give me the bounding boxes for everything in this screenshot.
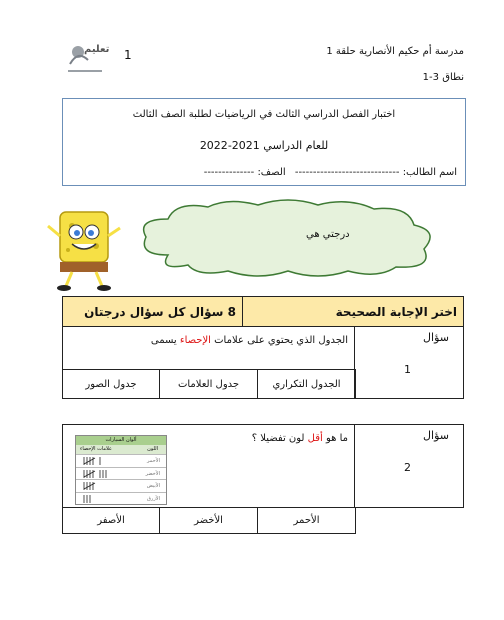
- page-mark: 1: [124, 48, 132, 62]
- cloud-icon: [128, 197, 444, 279]
- tally-marks-icon: [82, 494, 132, 504]
- car-colors-mini-table: [75, 435, 167, 505]
- tally-marks-icon: [82, 481, 132, 491]
- mini-table-row: [76, 467, 166, 480]
- mini-table-title: ألوان السيارات: [76, 436, 166, 445]
- exam-title-box: [62, 98, 466, 186]
- student-info-row: [204, 167, 457, 178]
- mini-table-col-color: اللون: [147, 446, 158, 452]
- mini-table-color-label: الأبيض: [146, 483, 160, 489]
- mini-table-color-label: الأحمر: [147, 458, 160, 464]
- logo: [66, 40, 110, 76]
- mini-table-row: [76, 479, 166, 492]
- section-points: 8 سؤال كل سؤال درجتان: [62, 296, 243, 327]
- tally-marks-icon: [82, 469, 132, 479]
- question-2-text: ما هو أقل لون تفضيلا ؟: [251, 433, 348, 444]
- question-2-highlight: أقل: [307, 433, 323, 444]
- sponge-icon: [46, 206, 124, 292]
- question-2-option-2[interactable]: الأخضر: [159, 507, 258, 534]
- question-1-option-1[interactable]: الجدول التكراري: [257, 369, 356, 399]
- mini-table-color-label: الأخضر: [145, 470, 160, 477]
- question-2-label-cell: [354, 424, 464, 508]
- question-2-label: سؤال: [423, 429, 449, 442]
- mini-table-color-label: الأزرق: [147, 495, 160, 502]
- question-1-label: سؤال: [423, 331, 449, 344]
- logo-text: تعليم: [84, 44, 110, 55]
- question-1-table: [62, 296, 464, 399]
- scope-label: نطاق 3-1: [422, 72, 464, 83]
- school-name: مدرسة أم حكيم الأنصارية حلقة 1: [326, 46, 464, 57]
- question-1-label-cell: [354, 326, 464, 399]
- question-1-text: الجدول الذي يحتوي على علامات الإحصاء يسمى: [150, 335, 348, 346]
- mini-table-row: [76, 492, 166, 505]
- mini-table-row: [76, 454, 166, 467]
- question-2-number: 2: [404, 461, 411, 474]
- question-2-option-3[interactable]: الأصفر: [62, 507, 160, 534]
- mini-table-col-tally: علامات الإحصاء: [80, 446, 113, 452]
- question-1-option-2[interactable]: جدول العلامات: [159, 369, 258, 399]
- question-1-option-3[interactable]: جدول الصور: [62, 369, 160, 399]
- exam-title: اختبار الفصل الدراسي الثالث في الرياضيات لطلبة الصف الثالث: [132, 109, 396, 120]
- mini-table-header: [76, 445, 166, 454]
- question-1-number: 1: [404, 363, 411, 376]
- tally-marks-icon: [82, 456, 132, 466]
- class-line[interactable]: --------------: [203, 167, 255, 178]
- grade-text: درجتي هي: [306, 229, 350, 240]
- question-2-option-1[interactable]: الأحمر: [257, 507, 356, 534]
- student-name-line[interactable]: -----------------------------: [294, 167, 400, 178]
- sponge-character-illustration: [46, 206, 124, 292]
- question-1-text-cell: [62, 326, 355, 370]
- student-name-label: اسم الطالب:: [402, 167, 457, 178]
- class-label: الصف:: [257, 167, 286, 178]
- question-2-table: [62, 424, 464, 534]
- question-2-content-cell: [62, 424, 355, 508]
- academic-year: للعام الدراسي 2021-2022: [199, 139, 329, 152]
- grade-cloud: [128, 197, 444, 279]
- question-1-highlight: الإحصاء: [179, 335, 211, 346]
- section-title: اختر الإجابة الصحيحة: [242, 296, 464, 327]
